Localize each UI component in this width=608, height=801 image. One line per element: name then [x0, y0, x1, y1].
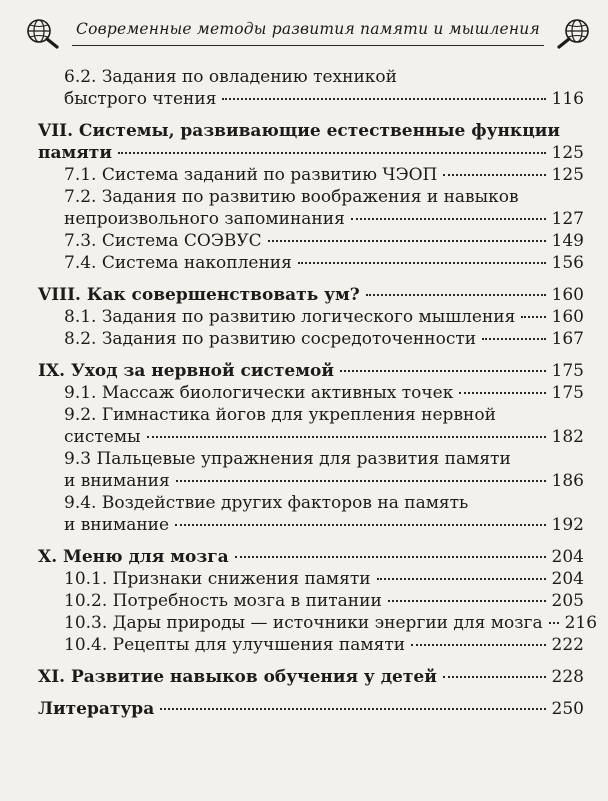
leader-dots [160, 708, 545, 710]
toc-page-number: 175 [551, 361, 584, 381]
toc-section-entry [38, 186, 584, 230]
toc-page-number: 116 [551, 89, 584, 109]
toc-entry-title-line: быстрого чтения [64, 89, 217, 109]
toc-entry-title-line: VII. Системы, развивающие естественные функции [38, 121, 560, 141]
leader-dots [268, 240, 546, 242]
toc-page-number: 222 [551, 635, 584, 655]
toc-page-number: 167 [551, 329, 584, 349]
leader-dots [340, 370, 546, 372]
globe-magnifier-icon [552, 16, 592, 50]
leader-dots [443, 676, 546, 678]
toc-entry-title-line: 9.2. Гимнастика йогов для укрепления нервной [64, 405, 496, 425]
toc-chapter-entry [38, 546, 584, 568]
toc-entry-title-line: 10.4. Рецепты для улучшения памяти [64, 635, 406, 655]
leader-dots [366, 294, 546, 296]
header-rule [72, 45, 544, 46]
toc-section-entry [38, 448, 584, 492]
toc-chapter-entry [38, 120, 584, 164]
toc-chapter-entry [38, 360, 584, 382]
leader-dots [388, 600, 546, 602]
leader-dots [351, 218, 546, 220]
leader-dots [175, 524, 546, 526]
header-title: Современные методы развития памяти и мышления [76, 20, 540, 38]
toc-page-number: 160 [551, 307, 584, 327]
toc-chapter-entry [38, 698, 584, 720]
toc-page-number: 228 [551, 667, 584, 687]
toc-entry-title-line: и внимания [64, 471, 170, 491]
toc-entry-title-line: XI. Развитие навыков обучения у детей [38, 667, 437, 687]
toc-entry-title-line: 8.2. Задания по развитию сосредоточенности [64, 329, 477, 349]
toc-section-entry [38, 634, 584, 656]
toc-entry-title-line: 8.1. Задания по развитию логического мышления [64, 307, 516, 327]
toc-section-entry [38, 306, 584, 328]
toc-entry-title-line: VIII. Как совершенствовать ум? [38, 285, 360, 305]
toc-entry-title-line: и внимание [64, 515, 170, 535]
toc-chapter-entry [38, 666, 584, 688]
leader-dots [176, 480, 546, 482]
leader-dots [443, 174, 545, 176]
leader-dots [549, 622, 559, 624]
toc-page-number: 182 [551, 427, 584, 447]
leader-dots [298, 262, 546, 264]
toc-page-number: 125 [551, 143, 584, 163]
toc-entry-title-line: 7.3. Система СОЭВУС [64, 231, 262, 251]
toc-chapter-entry [38, 284, 584, 306]
toc-page-number: 192 [551, 515, 584, 535]
toc-page-number: 250 [551, 699, 584, 719]
toc-entry-title-line: 10.2. Потребность мозга в питании [64, 591, 382, 611]
toc-entry-title-line: 9.4. Воздействие других факторов на память [64, 493, 469, 513]
toc-page-number: 156 [551, 253, 584, 273]
toc-section-entry [38, 492, 584, 536]
leader-dots [118, 152, 546, 154]
toc-entry-title-line: IX. Уход за нервной системой [38, 361, 334, 381]
leader-dots [521, 316, 545, 318]
leader-dots [482, 338, 545, 340]
toc-entry-title-line: 10.1. Признаки снижения памяти [64, 569, 371, 589]
toc-page-number: 204 [551, 569, 584, 589]
toc-page-number: 160 [551, 285, 584, 305]
toc-page-number: 125 [551, 165, 584, 185]
toc-entry-title-line: 7.4. Система накопления [64, 253, 292, 273]
toc-page-number: 127 [551, 209, 584, 229]
toc-entry-title-line: 7.1. Система заданий по развитию ЧЭОП [64, 165, 438, 185]
leader-dots [459, 392, 545, 394]
toc-page-number: 149 [551, 231, 584, 251]
toc-entry-title-line: 9.3 Пальцевые упражнения для развития памяти [64, 449, 511, 469]
table-of-contents [38, 66, 598, 720]
toc-section-entry [38, 590, 584, 612]
toc-page-number: 175 [551, 383, 584, 403]
toc-section-entry [38, 164, 584, 186]
toc-section-entry [38, 66, 584, 110]
toc-entry-title-line: 10.3. Дары природы — источники энергии для мозга [64, 613, 543, 633]
toc-entry-title-line: 6.2. Задания по овладению техникой [64, 67, 397, 87]
toc-section-entry [38, 612, 598, 634]
toc-page-number: 205 [551, 591, 584, 611]
toc-section-entry [38, 382, 584, 404]
leader-dots [147, 436, 546, 438]
toc-section-entry [38, 252, 584, 274]
toc-entry-title-line: X. Меню для мозга [38, 547, 229, 567]
toc-page-number: 216 [564, 613, 598, 633]
toc-entry-title-line: 7.2. Задания по развитию воображения и навыков [64, 187, 519, 207]
toc-section-entry [38, 568, 584, 590]
leader-dots [377, 578, 546, 580]
leader-dots [411, 644, 545, 646]
running-header [24, 14, 592, 50]
toc-section-entry [38, 404, 584, 448]
toc-entry-title-line: непроизвольного запоминания [64, 209, 345, 229]
toc-section-entry [38, 230, 584, 252]
toc-entry-title-line: памяти [38, 143, 112, 163]
globe-magnifier-icon [24, 16, 64, 50]
toc-page-number: 204 [551, 547, 584, 567]
toc-page-number: 186 [551, 471, 584, 491]
leader-dots [235, 556, 546, 558]
toc-entry-title-line: системы [64, 427, 141, 447]
toc-entry-title-line: 9.1. Массаж биологически активных точек [64, 383, 454, 403]
leader-dots [222, 98, 545, 100]
toc-section-entry [38, 328, 584, 350]
toc-entry-title-line: Литература [38, 699, 155, 719]
